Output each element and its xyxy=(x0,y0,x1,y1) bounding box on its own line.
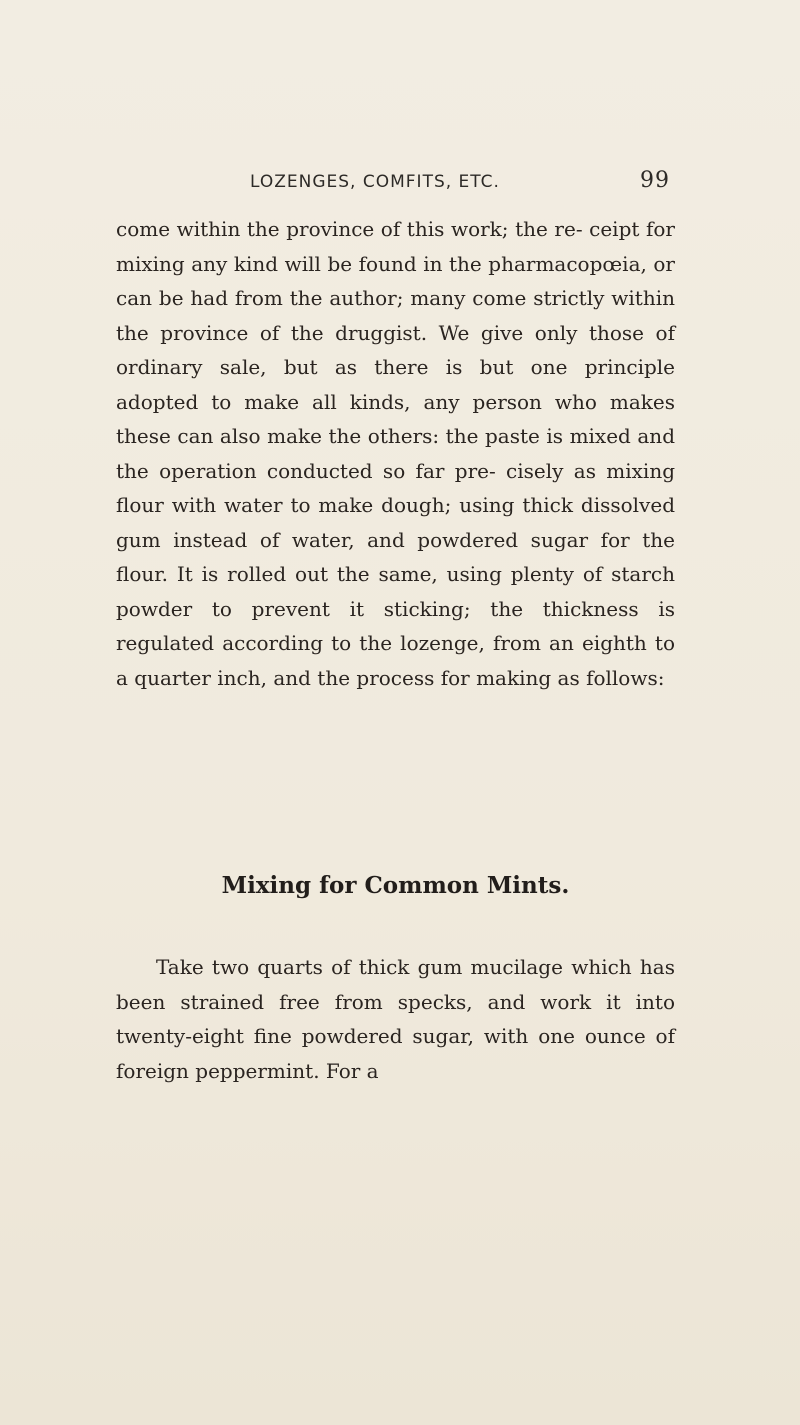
mints-paragraph: Take two quarts of thick gum mucilage which has been strained free from specks, and work it into twenty-eight fine powdered sugar, with one ounce of foreign peppermint. For a xyxy=(116,955,675,1083)
running-head xyxy=(250,168,670,198)
running-title: LOZENGES, COMFITS, ETC. xyxy=(250,172,500,192)
intro-paragraph: come within the province of this work; the re- ceipt for mixing any kind will be found in the pharmacopœia, or can be had from the author; many come strictly within the province of the druggist. We give only those of ordinary sale, but as there is but one principle adopted to make all kinds, any person who makes these can also make the others: the paste is mixed and the operation conducted so far pre- cisely as mixing flour with water to make dough; using thick dissolved gum instead of water, and powdered sugar for the flour. It is rolled out the same, using plenty of starch powder to prevent it sticking; the thickness is regulated according to the lozenge, from an eighth to a quarter inch, and the process for making as follows: xyxy=(116,217,675,690)
page-number: 99 xyxy=(640,168,670,193)
section-heading: Mixing for Common Mints. xyxy=(221,872,570,899)
